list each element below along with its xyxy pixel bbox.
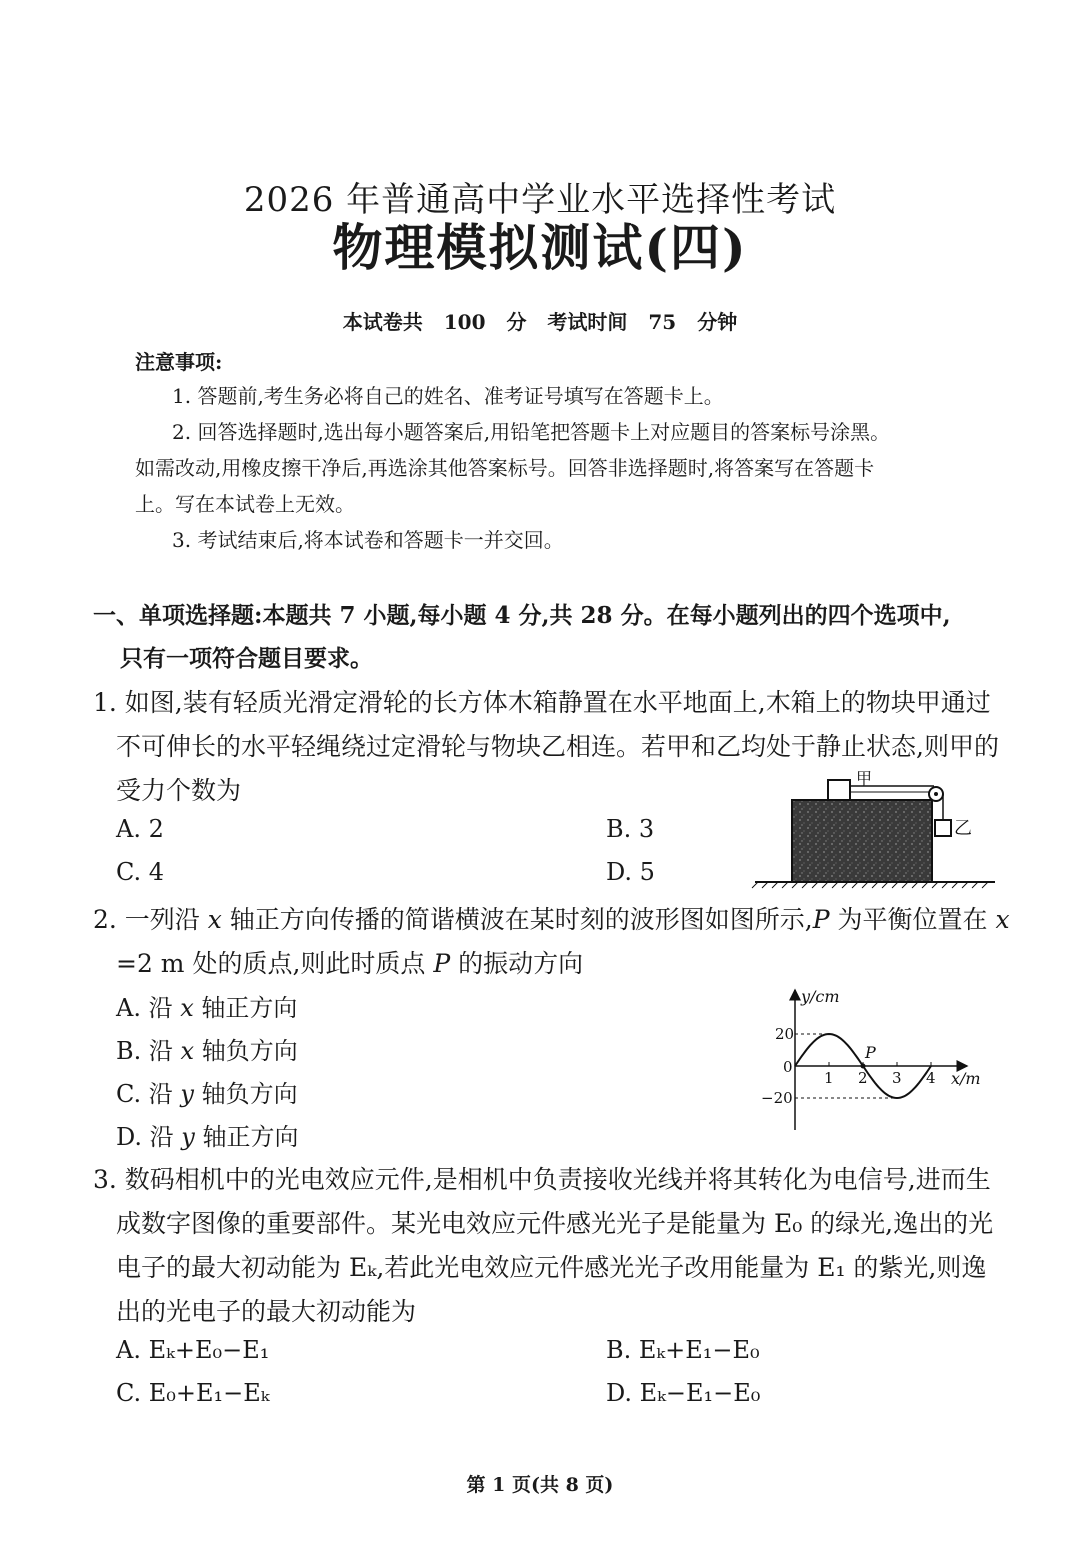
q2-option-a: A. 沿 x 轴正方向 (116, 994, 298, 1022)
exam-info: 本试卷共 100 分 考试时间 75 分钟 (342, 310, 738, 334)
block-jia (828, 780, 850, 800)
q2-wave-chart (755, 980, 995, 1135)
origin-label: 0 (783, 1058, 793, 1076)
q3-option-d: D. Eₖ−E₁−E₀ (606, 1379, 761, 1407)
q2-text-line: =2 m 处的质点,则此时质点 P 的振动方向 (116, 949, 584, 978)
q1-option-b: B. 3 (606, 815, 655, 843)
wooden-box (792, 800, 932, 882)
q2-option-c: C. 沿 y 轴负方向 (116, 1080, 298, 1108)
point-p-label: P (865, 1043, 876, 1062)
q2-option-d: D. 沿 y 轴正方向 (116, 1123, 299, 1151)
q1-option-a: A. 2 (116, 815, 164, 843)
notice-line: 1. 答题前,考生务必将自己的姓名、准考证号填写在答题卡上。 (172, 384, 724, 408)
exam-subtitle: 2026 年普通高中学业水平选择性考试 (243, 180, 837, 220)
q3-text-line: 3. 数码相机中的光电效应元件,是相机中负责接收光线并将其转化为电信号,进而生 (93, 1165, 991, 1194)
x-tick-label: 1 (824, 1069, 834, 1087)
point-p (861, 1064, 866, 1069)
x-tick-label: 4 (926, 1069, 936, 1087)
q3-text-line: 电子的最大初动能为 Eₖ,若此光电效应元件感光光子改用能量为 E₁ 的紫光,则逸 (116, 1253, 987, 1282)
label-yi: 乙 (954, 818, 972, 839)
section-heading: 一、单项选择题:本题共 7 小题,每小题 4 分,共 28 分。在每小题列出的四个选项中, (93, 602, 951, 629)
q2-option-b: B. 沿 x 轴负方向 (116, 1037, 298, 1065)
q3-text-line: 出的光电子的最大初动能为 (116, 1297, 417, 1326)
q1-text-line: 1. 如图,装有轻质光滑定滑轮的长方体木箱静置在水平地面上,木箱上的物块甲通过 (93, 688, 991, 717)
page-title: 物理模拟测试(四) (332, 218, 748, 277)
q1-text-line: 不可伸长的水平轻绳绕过定滑轮与物块乙相连。若甲和乙均处于静止状态,则甲的 (116, 732, 999, 761)
y-axis-label: y/cm (801, 987, 840, 1006)
q3-option-b: B. Eₖ+E₁−E₀ (606, 1336, 760, 1364)
notice-line: 如需改动,用橡皮擦干净后,再选涂其他答案标号。回答非选择题时,将答案写在答题卡 (135, 456, 875, 480)
q1-option-d: D. 5 (606, 858, 655, 886)
block-yi (935, 820, 951, 836)
notice-line: 3. 考试结束后,将本试卷和答题卡一并交回。 (172, 528, 564, 552)
q3-text-line: 成数字图像的重要部件。某光电效应元件感光光子是能量为 E₀ 的绿光,逸出的光 (116, 1209, 994, 1238)
x-tick-label: 2 (858, 1069, 868, 1087)
q1-option-c: C. 4 (116, 858, 165, 886)
page-number: 第 1 页(共 8 页) (466, 1474, 614, 1496)
x-axis-label: x/m (951, 1069, 981, 1088)
q1-text-line: 受力个数为 (116, 776, 242, 805)
q3-option-a: A. Eₖ+E₀−E₁ (116, 1336, 270, 1364)
notice-line: 2. 回答选择题时,选出每小题答案后,用铅笔把答题卡上对应题目的答案标号涂黑。 (172, 420, 891, 444)
q2-text-line: 2. 一列沿 x 轴正方向传播的简谐横波在某时刻的波形图如图所示,P 为平衡位置在 x (93, 905, 1010, 934)
q1-figure (750, 770, 1000, 890)
notice-heading: 注意事项: (135, 350, 223, 374)
y-max-label: 20 (775, 1025, 795, 1043)
y-min-label: −20 (761, 1089, 793, 1107)
x-tick-label: 3 (892, 1069, 902, 1087)
q3-option-c: C. E₀+E₁−Eₖ (116, 1379, 270, 1407)
section-heading-cont: 只有一项符合题目要求。 (120, 645, 373, 672)
label-jia: 甲 (856, 770, 873, 788)
notice-line: 上。写在本试卷上无效。 (135, 492, 355, 516)
